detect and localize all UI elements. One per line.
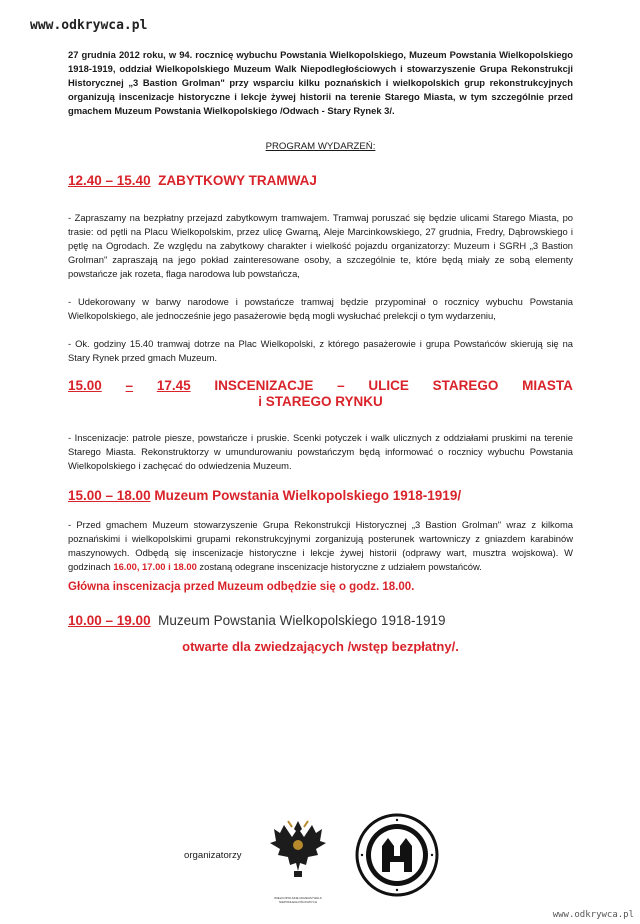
document [68,48,573,654]
intro-paragraph: 27 grudnia 2012 roku, w 94. rocznicę wybuchu Powstania Wielkopolskiego, Muzeum Powstania Wielkopolskiego 1918-1919, oddział Wielkopolskiego Muzeum Walk Niepodległościowych i stowarzyszenie Grupa Rekonstrukcji Historycznej „3 Bastion Grolman" przy wsparciu kilku poznańskich i wielkopolskich grup rekonstrukcyjnych organizują inscenizacje historyczne i lekcje żywej historii na terenie Starego Miasta, w tym szczególnie przed gmachem Muzeum Powstania Wielkopolskiego /Odwach - Stary Rynek 3/. [68,49,573,116]
section2-time-dash: – [125,378,134,393]
section2-time-end: 17.45 [156,378,191,393]
watermark-bottom: www.odkrywca.pl [552,910,634,920]
section1-paragraph-3: - Ok. godziny 15.40 tramwaj dotrze na Plac Wielkopolski, z którego pasażerowie i grupa Powstańców skierują się na Stary Rynek przed gmach Muzeum. [68,338,573,363]
section2-heading-line2: i STAREGO RYNKU [258,394,383,409]
museum-logo-caption: WIELKOPOLSKIE MUZEUM WALK NIEPODLEGŁOŚCIOWYCH [274,896,322,904]
museum-logo [266,815,330,904]
section1-title: ZABYTKOWY TRAMWAJ [158,173,317,188]
section3-heading [68,487,573,504]
section2-title-dash: – [337,378,345,393]
watermark: www.odkrywca.pl [30,18,148,33]
section1-time: 12.40 – 15.40 [68,173,151,188]
section4-time: 10.00 – 19.00 [68,613,151,628]
section3-hour-3: 18.00 [173,561,197,572]
section2-title-b: ULICE [368,378,409,393]
section3-time: 15.00 – 18.00 [68,488,151,503]
section3-hour-1: 16.00, [113,561,140,572]
section4-heading [68,614,573,628]
eagle-icon [266,815,330,891]
section1-paragraph-1: - Zapraszamy na bezpłatny przejazd zabytkowym tramwajem. Tramwaj poruszać się będzie ulicami Starego Miasta, po trasie: od pętli na Placu Wielkopolskim, przez ulicę Gwarną, Aleje Marcinkowskiego, 27 grudnia, Fredry, Dąbrowskiego i pętlę na Ogrodach. Ze względu na zabytkowy charakter i wielkość pojazdu organizatorzy: Muzeum i SGRH „3 Bastion Grolman" zapraszają na jego pokład zainteresowane osoby, a szczególnie te, które będą miały ze sobą elementy powstańcze jak rozeta, flaga narodowa lub powstańcza, [68,212,573,279]
bastion-logo [354,812,440,903]
section3-text-b: zostaną odegrane inscenizacje historyczne z udziałem powstańców. [199,561,482,572]
section2-time-start: 15.00 [68,378,102,393]
section2-paragraph: - Inscenizacje: patrole piesze, powstańcze i pruskie. Scenki potyczek i walk ulicznych z oddziałami pruskimi na terenie Starego Miasta. Rekonstruktorzy w umundurowaniu powstańczym będą informować o rocznicy wybuchu Powstania Wielkopolskiego i zachęcać do odwiedzenia Muzeum. [68,432,573,471]
program-title: PROGRAM WYDARZEŃ: [265,141,376,152]
section3-title: Muzeum Powstania Wielkopolskiego 1918-1919/ [154,488,462,503]
organizers-label: organizatorzy [184,850,242,861]
section3-and: i [168,561,171,572]
section2-heading [68,379,573,393]
section4-title: Muzeum Powstania Wielkopolskiego 1918-1919 [158,613,446,628]
bastion-seal-icon [354,812,440,898]
section4-open-note: otwarte dla zwiedzających /wstęp bezpłatny/. [182,639,459,654]
section1-paragraph-2: - Udekorowany w barwy narodowe i powstańcze tramwaj będzie przypominał o rocznicy wybuchu Powstania Wielkopolskiego, ale jednocześnie jego pasażerowie będą mogli wysłuchać prelekcji o tym wydarzeniu, [68,296,573,321]
section1-heading [68,172,573,189]
section3-paragraph [68,518,573,574]
section2-title-a: INSCENIZACJE [214,378,314,393]
section2-title-d: MIASTA [522,378,573,393]
section2-title-c: STAREGO [432,378,499,393]
main-inscenization-note: Główna inscenizacja przed Muzeum odbędzie się o godz. 18.00. [68,581,415,593]
section3-text-a: - Przed gmachem Muzeum stowarzyszenie Grupa Rekonstrukcji Historycznej „3 Bastion Grolman" wraz z kilkoma poznańskimi i wielkopolskimi grupami rekonstrukcyjnymi zorganizują posterunek wartowniczy z gniazdem karabinów maszynowych. Odbędą się inscenizacje historyczne i lekcje żywej historii (odprawy wart, musztra wojskowa). W godzinach [68,519,573,572]
section3-hour-2: 17.00 [142,561,166,572]
